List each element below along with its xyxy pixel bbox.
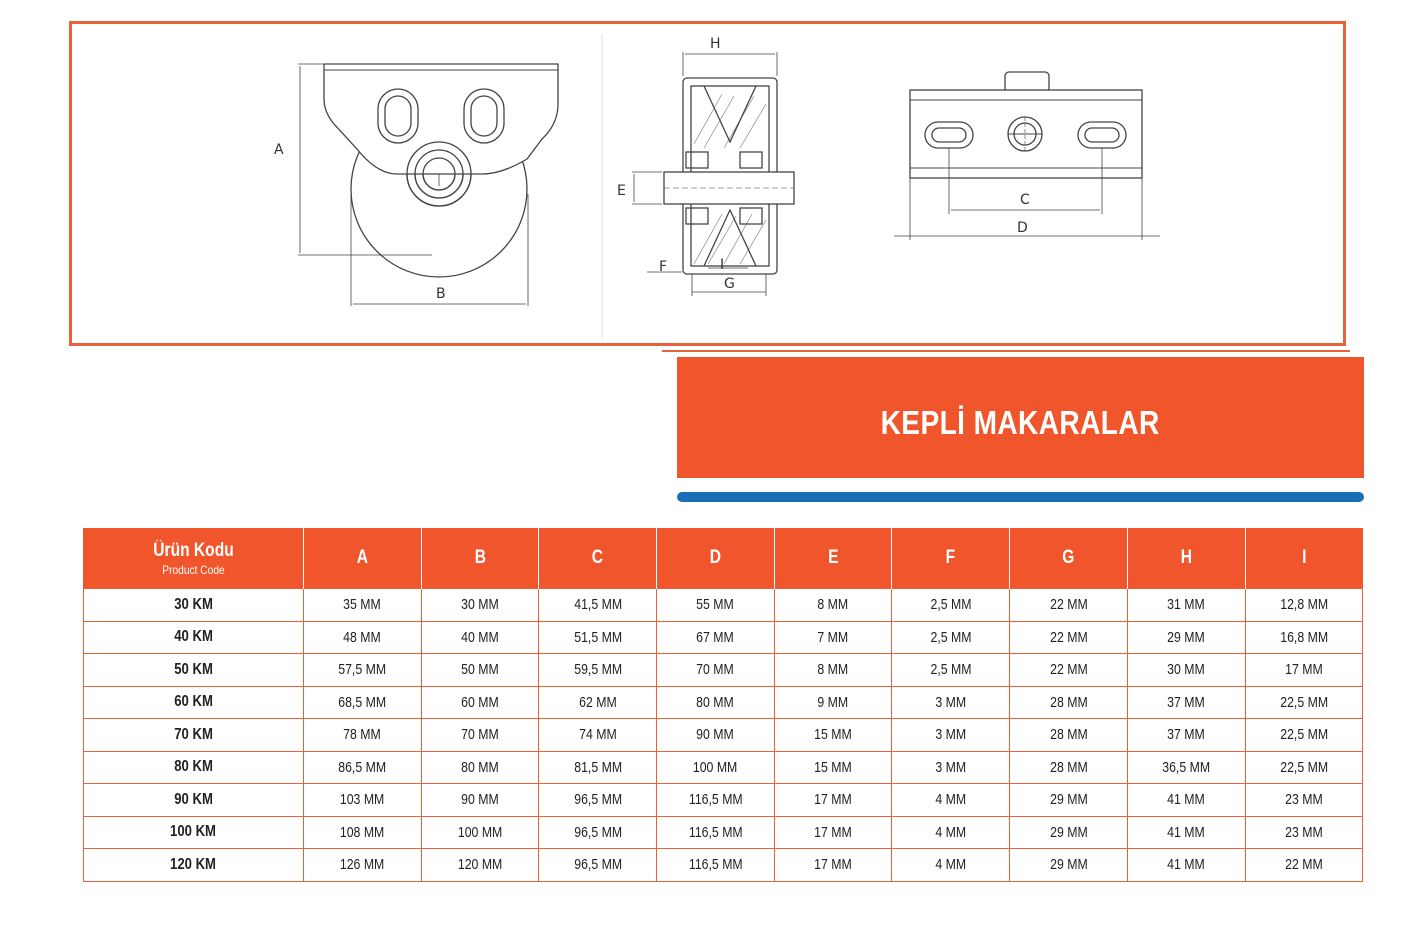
product-code-cell xyxy=(84,654,304,687)
dim-label-i: I xyxy=(720,257,725,273)
front-view xyxy=(298,64,558,306)
value-cell xyxy=(539,654,657,687)
value-cell xyxy=(657,589,775,622)
value-text: 15 MM xyxy=(814,758,852,776)
value-cell xyxy=(1127,784,1245,817)
table-row xyxy=(84,751,1363,784)
value-cell xyxy=(421,686,539,719)
value-cell xyxy=(892,654,1010,687)
value-cell xyxy=(304,686,422,719)
value-cell xyxy=(1010,719,1128,752)
value-cell xyxy=(304,751,422,784)
value-text: 4 MM xyxy=(935,791,967,809)
table-row xyxy=(84,654,1363,687)
value-text: 41 MM xyxy=(1167,791,1205,809)
value-cell xyxy=(539,621,657,654)
value-text: 9 MM xyxy=(817,693,849,711)
value-cell xyxy=(304,849,422,882)
product-code-text: 30 KM xyxy=(174,595,213,613)
value-cell xyxy=(657,621,775,654)
value-text: 15 MM xyxy=(814,726,852,744)
value-cell xyxy=(892,686,1010,719)
header-col-label: B xyxy=(474,547,486,568)
value-text: 100 MM xyxy=(693,758,738,776)
value-text: 23 MM xyxy=(1285,823,1323,841)
dim-label-e: E xyxy=(617,183,626,199)
table-row xyxy=(84,816,1363,849)
value-cell xyxy=(657,784,775,817)
value-text: 37 MM xyxy=(1167,726,1205,744)
value-cell xyxy=(774,784,892,817)
value-text: 22,5 MM xyxy=(1279,758,1328,776)
header-col-label: I xyxy=(1301,547,1307,568)
value-cell xyxy=(1127,654,1245,687)
value-text: 17 MM xyxy=(814,823,852,841)
value-cell xyxy=(539,686,657,719)
value-text: 22 MM xyxy=(1285,856,1323,874)
value-text: 96,5 MM xyxy=(573,791,622,809)
value-text: 62 MM xyxy=(578,693,617,711)
product-code-cell xyxy=(84,784,304,817)
header-col-c xyxy=(539,528,657,589)
value-text: 70 MM xyxy=(461,726,499,744)
value-cell xyxy=(1010,621,1128,654)
value-cell xyxy=(421,751,539,784)
value-cell xyxy=(657,849,775,882)
product-code-cell xyxy=(84,621,304,654)
value-text: 28 MM xyxy=(1049,693,1088,711)
dim-label-d: D xyxy=(1017,220,1028,236)
header-col-label: H xyxy=(1180,547,1192,568)
value-cell xyxy=(892,589,1010,622)
value-cell xyxy=(539,751,657,784)
spec-table xyxy=(83,528,1363,882)
product-code-cell xyxy=(84,686,304,719)
value-cell xyxy=(774,751,892,784)
header-col-label: D xyxy=(709,547,722,568)
technical-drawing-frame xyxy=(69,21,1346,346)
value-text: 36,5 MM xyxy=(1162,758,1211,776)
product-code-text: 60 KM xyxy=(174,693,213,711)
value-text: 116,5 MM xyxy=(688,823,743,841)
value-cell xyxy=(657,816,775,849)
value-cell xyxy=(539,849,657,882)
header-col-f xyxy=(892,528,1010,589)
header-col-b xyxy=(421,528,539,589)
header-col-h xyxy=(1127,528,1245,589)
table-row xyxy=(84,849,1363,882)
table-row xyxy=(84,784,1363,817)
value-text: 60 MM xyxy=(461,693,499,711)
value-text: 116,5 MM xyxy=(688,791,743,809)
value-text: 90 MM xyxy=(696,726,735,744)
product-code-cell xyxy=(84,751,304,784)
value-text: 2,5 MM xyxy=(930,661,972,679)
header-col-i xyxy=(1245,528,1363,589)
value-text: 22 MM xyxy=(1049,661,1088,679)
value-text: 40 MM xyxy=(461,628,499,646)
accent-bar xyxy=(677,492,1364,502)
value-text: 3 MM xyxy=(935,726,967,744)
value-text: 103 MM xyxy=(340,791,385,809)
value-cell xyxy=(1245,751,1363,784)
value-text: 86,5 MM xyxy=(338,758,387,776)
header-col-label: C xyxy=(592,547,604,568)
value-cell xyxy=(1010,816,1128,849)
value-cell xyxy=(304,719,422,752)
table-row xyxy=(84,719,1363,752)
value-text: 29 MM xyxy=(1167,628,1205,646)
value-cell xyxy=(1010,654,1128,687)
value-cell xyxy=(421,621,539,654)
technical-drawing xyxy=(72,24,1343,343)
value-cell xyxy=(1127,589,1245,622)
value-text: 100 MM xyxy=(457,823,503,841)
value-text: 4 MM xyxy=(935,856,967,874)
value-cell xyxy=(1010,751,1128,784)
divider-line xyxy=(662,350,1350,352)
value-text: 17 MM xyxy=(1285,661,1323,679)
value-text: 41 MM xyxy=(1167,856,1205,874)
dim-label-g: G xyxy=(724,276,735,292)
value-text: 37 MM xyxy=(1167,693,1205,711)
value-text: 51,5 MM xyxy=(573,628,622,646)
value-text: 90 MM xyxy=(461,791,499,809)
value-cell xyxy=(1245,654,1363,687)
value-cell xyxy=(1010,849,1128,882)
table-row xyxy=(84,621,1363,654)
dim-label-f: F xyxy=(659,259,668,275)
product-code-text: 70 KM xyxy=(174,725,213,743)
header-col-label: E xyxy=(827,547,839,568)
value-text: 80 MM xyxy=(696,693,735,711)
value-text: 23 MM xyxy=(1285,791,1323,809)
value-cell xyxy=(1127,686,1245,719)
value-text: 7 MM xyxy=(817,628,849,646)
value-text: 22,5 MM xyxy=(1279,726,1328,744)
value-text: 22 MM xyxy=(1049,628,1088,646)
value-text: 41,5 MM xyxy=(573,596,622,614)
side-section-view xyxy=(632,52,794,296)
value-text: 16,8 MM xyxy=(1279,628,1328,646)
header-col-label: F xyxy=(946,547,956,568)
value-text: 8 MM xyxy=(817,596,849,614)
page-title: KEPLİ MAKARALAR xyxy=(880,403,1161,441)
value-cell xyxy=(1127,751,1245,784)
value-cell xyxy=(304,589,422,622)
value-text: 78 MM xyxy=(343,726,382,744)
value-cell xyxy=(892,621,1010,654)
value-text: 2,5 MM xyxy=(930,628,972,646)
value-text: 59,5 MM xyxy=(573,661,622,679)
value-text: 4 MM xyxy=(935,823,967,841)
dim-label-a: A xyxy=(274,142,284,158)
value-cell xyxy=(774,589,892,622)
value-text: 96,5 MM xyxy=(573,823,622,841)
value-cell xyxy=(1245,816,1363,849)
value-cell xyxy=(657,686,775,719)
product-code-text: 120 KM xyxy=(170,855,217,873)
value-text: 120 MM xyxy=(457,856,503,874)
value-text: 41 MM xyxy=(1167,823,1205,841)
value-cell xyxy=(421,719,539,752)
value-text: 80 MM xyxy=(461,758,499,776)
top-view xyxy=(894,72,1160,240)
header-code-main: Ürün Kodu xyxy=(153,539,234,561)
value-text: 108 MM xyxy=(340,823,385,841)
value-text: 17 MM xyxy=(814,856,852,874)
dim-label-b: B xyxy=(436,286,446,302)
value-text: 81,5 MM xyxy=(573,758,622,776)
dim-label-c: C xyxy=(1020,192,1030,208)
value-cell xyxy=(774,849,892,882)
product-code-text: 80 KM xyxy=(174,758,213,776)
header-col-e xyxy=(774,528,892,589)
value-cell xyxy=(304,816,422,849)
value-cell xyxy=(304,654,422,687)
value-text: 28 MM xyxy=(1049,758,1088,776)
value-cell xyxy=(774,686,892,719)
value-text: 67 MM xyxy=(696,628,735,646)
header-col-label: G xyxy=(1062,547,1075,568)
value-cell xyxy=(1245,589,1363,622)
value-text: 35 MM xyxy=(343,596,382,614)
value-text: 28 MM xyxy=(1049,726,1088,744)
value-text: 57,5 MM xyxy=(338,661,387,679)
value-cell xyxy=(304,784,422,817)
value-cell xyxy=(774,654,892,687)
value-cell xyxy=(657,654,775,687)
value-text: 22 MM xyxy=(1049,596,1088,614)
value-cell xyxy=(892,816,1010,849)
table-row xyxy=(84,589,1363,622)
value-text: 2,5 MM xyxy=(930,596,972,614)
product-code-text: 90 KM xyxy=(174,790,213,808)
value-text: 22,5 MM xyxy=(1279,693,1328,711)
product-code-text: 40 KM xyxy=(174,628,213,646)
product-code-cell xyxy=(84,589,304,622)
table-row xyxy=(84,686,1363,719)
value-cell xyxy=(774,621,892,654)
value-text: 29 MM xyxy=(1049,856,1088,874)
product-code-cell xyxy=(84,849,304,882)
header-code-sub: Product Code xyxy=(162,562,225,577)
value-text: 48 MM xyxy=(343,628,382,646)
header-col-label: A xyxy=(356,547,368,568)
value-cell xyxy=(1127,849,1245,882)
value-cell xyxy=(774,719,892,752)
value-text: 8 MM xyxy=(817,661,849,679)
product-code-cell xyxy=(84,816,304,849)
value-cell xyxy=(1127,621,1245,654)
value-text: 70 MM xyxy=(696,661,735,679)
dim-label-h: H xyxy=(710,36,721,52)
value-text: 74 MM xyxy=(578,726,617,744)
value-cell xyxy=(421,589,539,622)
value-text: 30 MM xyxy=(461,596,499,614)
value-cell xyxy=(1010,686,1128,719)
value-text: 55 MM xyxy=(696,596,735,614)
value-text: 17 MM xyxy=(814,791,852,809)
value-cell xyxy=(657,719,775,752)
table-header-row xyxy=(84,528,1363,589)
header-product-code xyxy=(84,528,304,589)
value-cell xyxy=(892,751,1010,784)
value-text: 50 MM xyxy=(461,661,499,679)
value-cell xyxy=(892,849,1010,882)
value-cell xyxy=(657,751,775,784)
header-col-d xyxy=(657,528,775,589)
value-cell xyxy=(774,816,892,849)
value-cell xyxy=(1245,784,1363,817)
value-cell xyxy=(539,784,657,817)
value-cell xyxy=(1010,589,1128,622)
value-text: 12,8 MM xyxy=(1279,596,1328,614)
value-text: 3 MM xyxy=(935,693,967,711)
value-cell xyxy=(421,654,539,687)
value-cell xyxy=(1245,686,1363,719)
product-code-text: 100 KM xyxy=(170,823,217,841)
product-code-text: 50 KM xyxy=(174,660,213,678)
value-cell xyxy=(892,719,1010,752)
value-text: 31 MM xyxy=(1167,596,1205,614)
value-text: 68,5 MM xyxy=(338,693,387,711)
value-cell xyxy=(1010,784,1128,817)
value-text: 29 MM xyxy=(1049,791,1088,809)
value-text: 3 MM xyxy=(935,758,967,776)
value-cell xyxy=(1245,849,1363,882)
header-col-g xyxy=(1010,528,1128,589)
table-body xyxy=(84,589,1363,882)
value-cell xyxy=(421,784,539,817)
value-cell xyxy=(1127,719,1245,752)
title-banner xyxy=(677,357,1364,478)
value-cell xyxy=(539,589,657,622)
value-cell xyxy=(1127,816,1245,849)
value-text: 116,5 MM xyxy=(688,856,743,874)
value-text: 126 MM xyxy=(340,856,385,874)
value-cell xyxy=(304,621,422,654)
value-text: 96,5 MM xyxy=(573,856,622,874)
value-cell xyxy=(421,849,539,882)
value-cell xyxy=(539,719,657,752)
value-cell xyxy=(1245,621,1363,654)
value-text: 29 MM xyxy=(1049,823,1088,841)
header-col-a xyxy=(304,528,422,589)
value-text: 30 MM xyxy=(1167,661,1205,679)
value-cell xyxy=(539,816,657,849)
value-cell xyxy=(421,816,539,849)
value-cell xyxy=(892,784,1010,817)
product-code-cell xyxy=(84,719,304,752)
value-cell xyxy=(1245,719,1363,752)
